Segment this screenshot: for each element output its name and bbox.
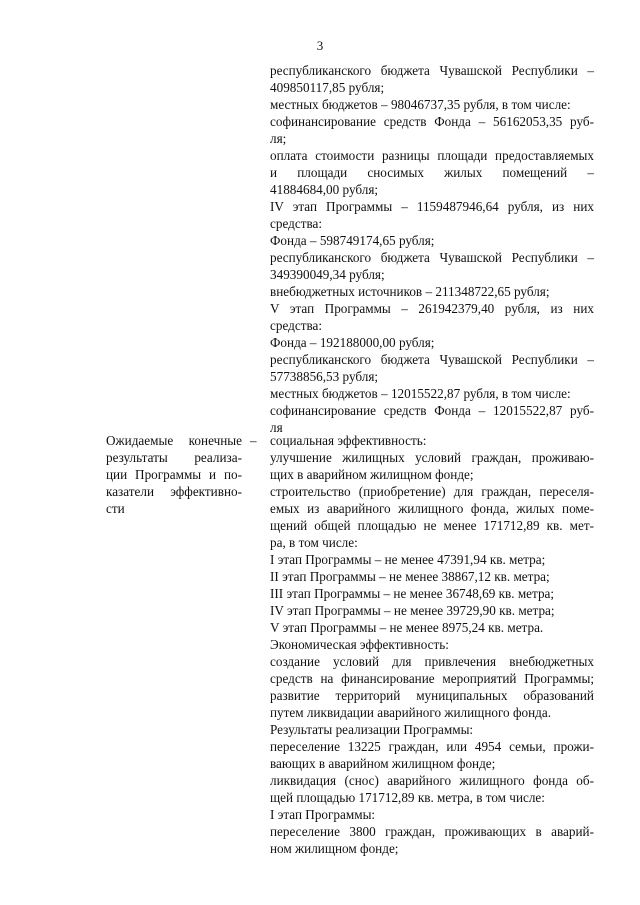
text-line: вающих в аварийном жилищном фонде; [270, 756, 496, 771]
text-line: улучшение жилищных условий граждан, проживаю- [270, 450, 594, 465]
text-line: средств на финансирование мероприятий Программы; [270, 671, 594, 686]
text-line: софинансирование средств Фонда – 56162053,35 руб- [270, 114, 594, 129]
text-line: ликвидация (снос) аварийного жилищного фонда об- [270, 773, 594, 788]
text-line: и площади сносимых жилых помещений – [270, 165, 594, 180]
text-line: IV этап Программы – не менее 39729,90 кв. метра; [270, 603, 555, 618]
page-number: 3 [316, 38, 324, 53]
text-line: ля [270, 420, 283, 435]
text-line: 349390049,34 рубля; [270, 267, 385, 282]
text-line: средства: [270, 318, 323, 333]
text-line: Фонда – 598749174,65 рубля; [270, 233, 435, 248]
text-line: емых из аварийного жилищного фонда, жилых поме- [270, 501, 594, 516]
expected-results-text-block [270, 432, 594, 857]
text-line: софинансирование средств Фонда – 12015522,87 руб- [270, 403, 594, 418]
text-line: сти [106, 501, 125, 516]
text-line: щей площадью 171712,89 кв. метра, в том числе: [270, 790, 545, 805]
text-line: II этап Программы – не менее 38867,12 кв. метра; [270, 569, 550, 584]
text-line: 409850117,85 рубля; [270, 80, 385, 95]
text-line: оплата стоимости разницы площади предоставляемых [270, 148, 594, 163]
funding-text-block [270, 62, 594, 436]
text-line: внебюджетных источников – 211348722,65 рубля; [270, 284, 550, 299]
text-line: V этап Программы – не менее 8975,24 кв. метра. [270, 620, 544, 635]
text-line: щих в аварийном жилищном фонде; [270, 467, 474, 482]
text-line: социальная эффективность: [270, 433, 427, 448]
text-line: Фонда – 192188000,00 рубля; [270, 335, 435, 350]
text-line: местных бюджетов – 12015522,87 рубля, в том числе: [270, 386, 571, 401]
text-line: республиканского бюджета Чувашской Республики – [270, 352, 594, 367]
text-line: переселение 13225 граждан, или 4954 семьи, прожи- [270, 739, 594, 754]
text-line: III этап Программы – не менее 36748,69 кв. метра; [270, 586, 555, 601]
text-line: Ожидаемые конечные [106, 433, 242, 448]
text-line: ном жилищном фонде; [270, 841, 399, 856]
text-line: Результаты реализации Программы: [270, 722, 474, 737]
text-line: 41884684,00 рубля; [270, 182, 379, 197]
text-line: ля; [270, 131, 287, 146]
text-line: создание условий для привлечения внебюджетных [270, 654, 594, 669]
label-dash: – [250, 433, 257, 448]
text-line: ра, в том числе: [270, 535, 358, 550]
text-line: средства: [270, 216, 323, 231]
text-line: местных бюджетов – 98046737,35 рубля, в том числе: [270, 97, 571, 112]
text-line: республиканского бюджета Чувашской Республики – [270, 250, 594, 265]
text-line: результаты реализа- [106, 450, 242, 465]
text-line: строительство (приобретение) для граждан, переселя- [270, 484, 594, 499]
text-line: I этап Программы: [270, 807, 376, 822]
text-line: ции Программы и по- [106, 467, 242, 482]
text-line: I этап Программы – не менее 47391,94 кв. метра; [270, 552, 546, 567]
row-label-expected-results [106, 432, 242, 517]
text-line: Экономическая эффективность: [270, 637, 449, 652]
text-line: IV этап Программы – 1159487946,64 рубля, из них [270, 199, 594, 214]
text-line: щений общей площадью не менее 171712,89 кв. мет- [270, 518, 594, 533]
text-line: переселение 3800 граждан, проживающих в аварий- [270, 824, 594, 839]
text-line: 57738856,53 рубля; [270, 369, 379, 384]
text-line: республиканского бюджета Чувашской Республики – [270, 63, 594, 78]
text-line: V этап Программы – 261942379,40 рубля, из них [270, 301, 594, 316]
text-line: казатели эффективно- [106, 484, 242, 499]
text-line: развитие территорий муниципальных образований [270, 688, 594, 703]
text-line: путем ликвидации аварийного жилищного фонда. [270, 705, 551, 720]
